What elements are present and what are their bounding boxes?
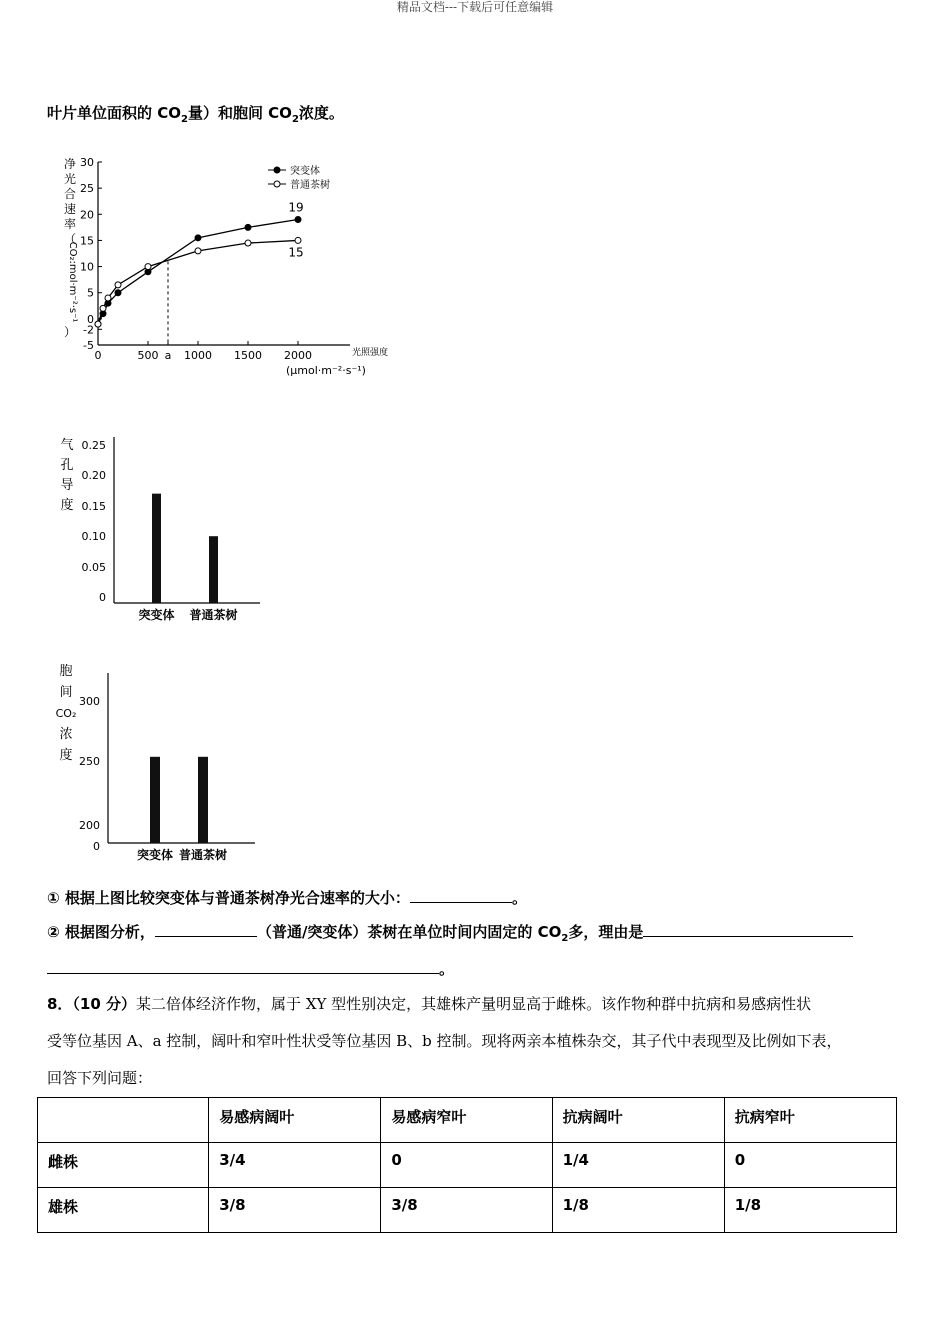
y-axis-label-char: 度 [59, 748, 73, 763]
question-1 [47, 887, 527, 908]
net-photosynthesis-line-chart [40, 150, 400, 385]
y-axis-label-char: 净 [63, 157, 77, 171]
legend-label: 突变体 [290, 166, 320, 177]
x-tick-label: 0 [94, 349, 102, 362]
intro-sub-2: 2 [291, 114, 299, 125]
y-tick-label: -2 [83, 323, 94, 337]
question-8-line-3: 回答下列问题： [47, 1069, 153, 1087]
y-axis-label-char: 间 [59, 685, 73, 700]
y-tick-label: 25 [80, 182, 94, 196]
y-axis-label-char: ） [63, 325, 77, 339]
table-cell: 雄株 [38, 1188, 209, 1233]
y-axis-label-char: 孔 [60, 458, 74, 473]
end-data-label: 19 [288, 200, 304, 215]
y-axis-label-char: 光 [63, 172, 77, 186]
bar [150, 757, 160, 843]
data-point [195, 235, 201, 241]
y-tick-label: 200 [79, 819, 100, 832]
question-2-text-1: ② 根据图分析， [47, 923, 155, 941]
y-tick-label: 250 [79, 755, 100, 768]
table-cell: 1/8 [552, 1188, 724, 1233]
table-header-cell: 抗病阔叶 [552, 1098, 724, 1143]
x-category-label: 突变体 [138, 608, 175, 622]
answer-blank-2[interactable] [155, 921, 257, 937]
y-axis-label-char: 浓 [59, 727, 73, 742]
x-tick-label: 2000 [284, 349, 312, 362]
table-cell: 1/8 [724, 1188, 896, 1233]
page-header: 精品文档---下载后可任意编辑 [396, 0, 554, 14]
x-tick-label: 500 [137, 349, 159, 362]
x-category-label: 普通茶树 [189, 608, 238, 622]
table-cell: 雌株 [38, 1143, 209, 1188]
y-tick-label: 0 [87, 312, 94, 326]
legend-marker [274, 181, 280, 187]
y-tick-label: 30 [80, 156, 94, 169]
intro-text-2: 量）和胞间 CO [187, 104, 292, 122]
table-header-cell: 抗病窄叶 [724, 1098, 896, 1143]
intro-sub-1: 2 [180, 114, 188, 125]
stomatal-conductance-bar-chart [40, 425, 280, 630]
y-axis-label-char: 率 [63, 217, 77, 231]
y-tick-label: 0.05 [81, 561, 106, 574]
bar [152, 494, 161, 603]
x-tick-label: 1000 [184, 349, 212, 362]
table-row [38, 1188, 897, 1233]
question-8-text-1: 某二倍体经济作物，属于 XY 型性别决定，其雄株产量明显高于雌株。该作物种群中抗病和易感病性状 [136, 995, 812, 1013]
table-row [38, 1143, 897, 1188]
answer-blank-1[interactable] [410, 887, 512, 903]
y-axis-label-char: 度 [60, 498, 74, 513]
table-cell: 1/4 [552, 1143, 724, 1188]
legend-label: 普通茶树 [290, 180, 330, 191]
y-tick-label: -5 [83, 339, 94, 352]
y-tick-label: 5 [87, 286, 94, 300]
question-8-line-1 [47, 993, 811, 1014]
y-tick-label: 0.10 [81, 530, 106, 543]
x-category-label: 普通茶树 [178, 848, 228, 862]
x-tick-label: a [164, 349, 172, 362]
y-tick-label: 0 [99, 591, 106, 604]
data-point [115, 282, 121, 288]
y-tick-label: 20 [80, 208, 94, 222]
table-header-cell: 易感病阔叶 [209, 1098, 381, 1143]
y-axis-label-char: 气 [60, 438, 74, 453]
y-tick-label: 15 [80, 234, 94, 248]
intro-text-3: 浓度。 [298, 104, 344, 122]
y-tick-label: 300 [79, 695, 100, 708]
phenotype-ratio-table [37, 1097, 897, 1233]
question-8-line-2: 受等位基因 A、a 控制，阔叶和窄叶性状受等位基因 B、b 控制。现将两亲本植株杂交，其子代中表现型及比例如下表， [47, 1032, 842, 1050]
answer-blank-3[interactable] [643, 921, 853, 937]
question-2 [47, 921, 853, 944]
question-1-text: ① 根据上图比较突变体与普通茶树净光合速率的大小： [47, 889, 410, 907]
table-cell: 3/8 [209, 1188, 381, 1233]
y-axis-label-char: （ [63, 232, 77, 246]
data-point [295, 217, 301, 223]
y-tick-label: 0.20 [81, 469, 106, 482]
table-cell: 3/4 [209, 1143, 381, 1188]
table-cell: 3/8 [381, 1188, 552, 1233]
y-axis-label-char: 胞 [59, 664, 73, 679]
question-2-continuation [47, 958, 454, 979]
table-header-row [38, 1098, 897, 1143]
data-point [95, 321, 101, 327]
table-cell: 0 [724, 1143, 896, 1188]
x-tick-label: 1500 [234, 349, 262, 362]
data-point [245, 224, 251, 230]
intro-line [47, 102, 344, 125]
y-tick-label: 0.25 [81, 439, 106, 452]
legend-marker [274, 167, 280, 173]
y-axis-label-char: CO₂ [55, 707, 77, 720]
question-2-text-2: （普通/突变体）茶树在单位时间内固定的 CO [256, 923, 562, 941]
data-point [100, 305, 106, 311]
table-header-cell: 易感病窄叶 [381, 1098, 552, 1143]
y-tick-label: 10 [80, 260, 94, 274]
y-axis-label-unit: CO₂:mol·m⁻²·s⁻¹ [67, 241, 78, 323]
question-8-number: 8．（10 分） [47, 995, 137, 1013]
x-axis-label: 光照强度 [352, 348, 389, 358]
y-axis-label-char: 合 [63, 187, 77, 201]
question-2-end: 。 [439, 960, 455, 978]
y-tick-label: 0.15 [81, 500, 106, 513]
end-data-label: 15 [288, 245, 304, 260]
y-axis-label-char: 导 [60, 478, 74, 493]
x-axis-unit: (μmol·m⁻²·s⁻¹) [286, 364, 366, 377]
table-cell: 0 [381, 1143, 552, 1188]
intro-text-1: 叶片单位面积的 CO [47, 104, 181, 122]
y-tick-label: 0 [93, 840, 100, 853]
bar [209, 536, 218, 603]
intercellular-co2-bar-chart [40, 655, 280, 870]
data-point [145, 264, 151, 270]
question-2-text-3: 多，理由是 [568, 923, 644, 941]
question-2-sub: 2 [561, 933, 569, 944]
data-point [245, 240, 251, 246]
question-1-end: 。 [511, 889, 527, 907]
table-header-cell [38, 1098, 209, 1143]
data-point [195, 248, 201, 254]
bar [198, 757, 208, 843]
answer-blank-4[interactable] [47, 958, 439, 974]
data-point [115, 290, 121, 296]
data-point [105, 295, 111, 301]
data-point [295, 237, 301, 243]
x-category-label: 突变体 [136, 848, 174, 862]
y-axis-label-char: 速 [63, 202, 77, 216]
